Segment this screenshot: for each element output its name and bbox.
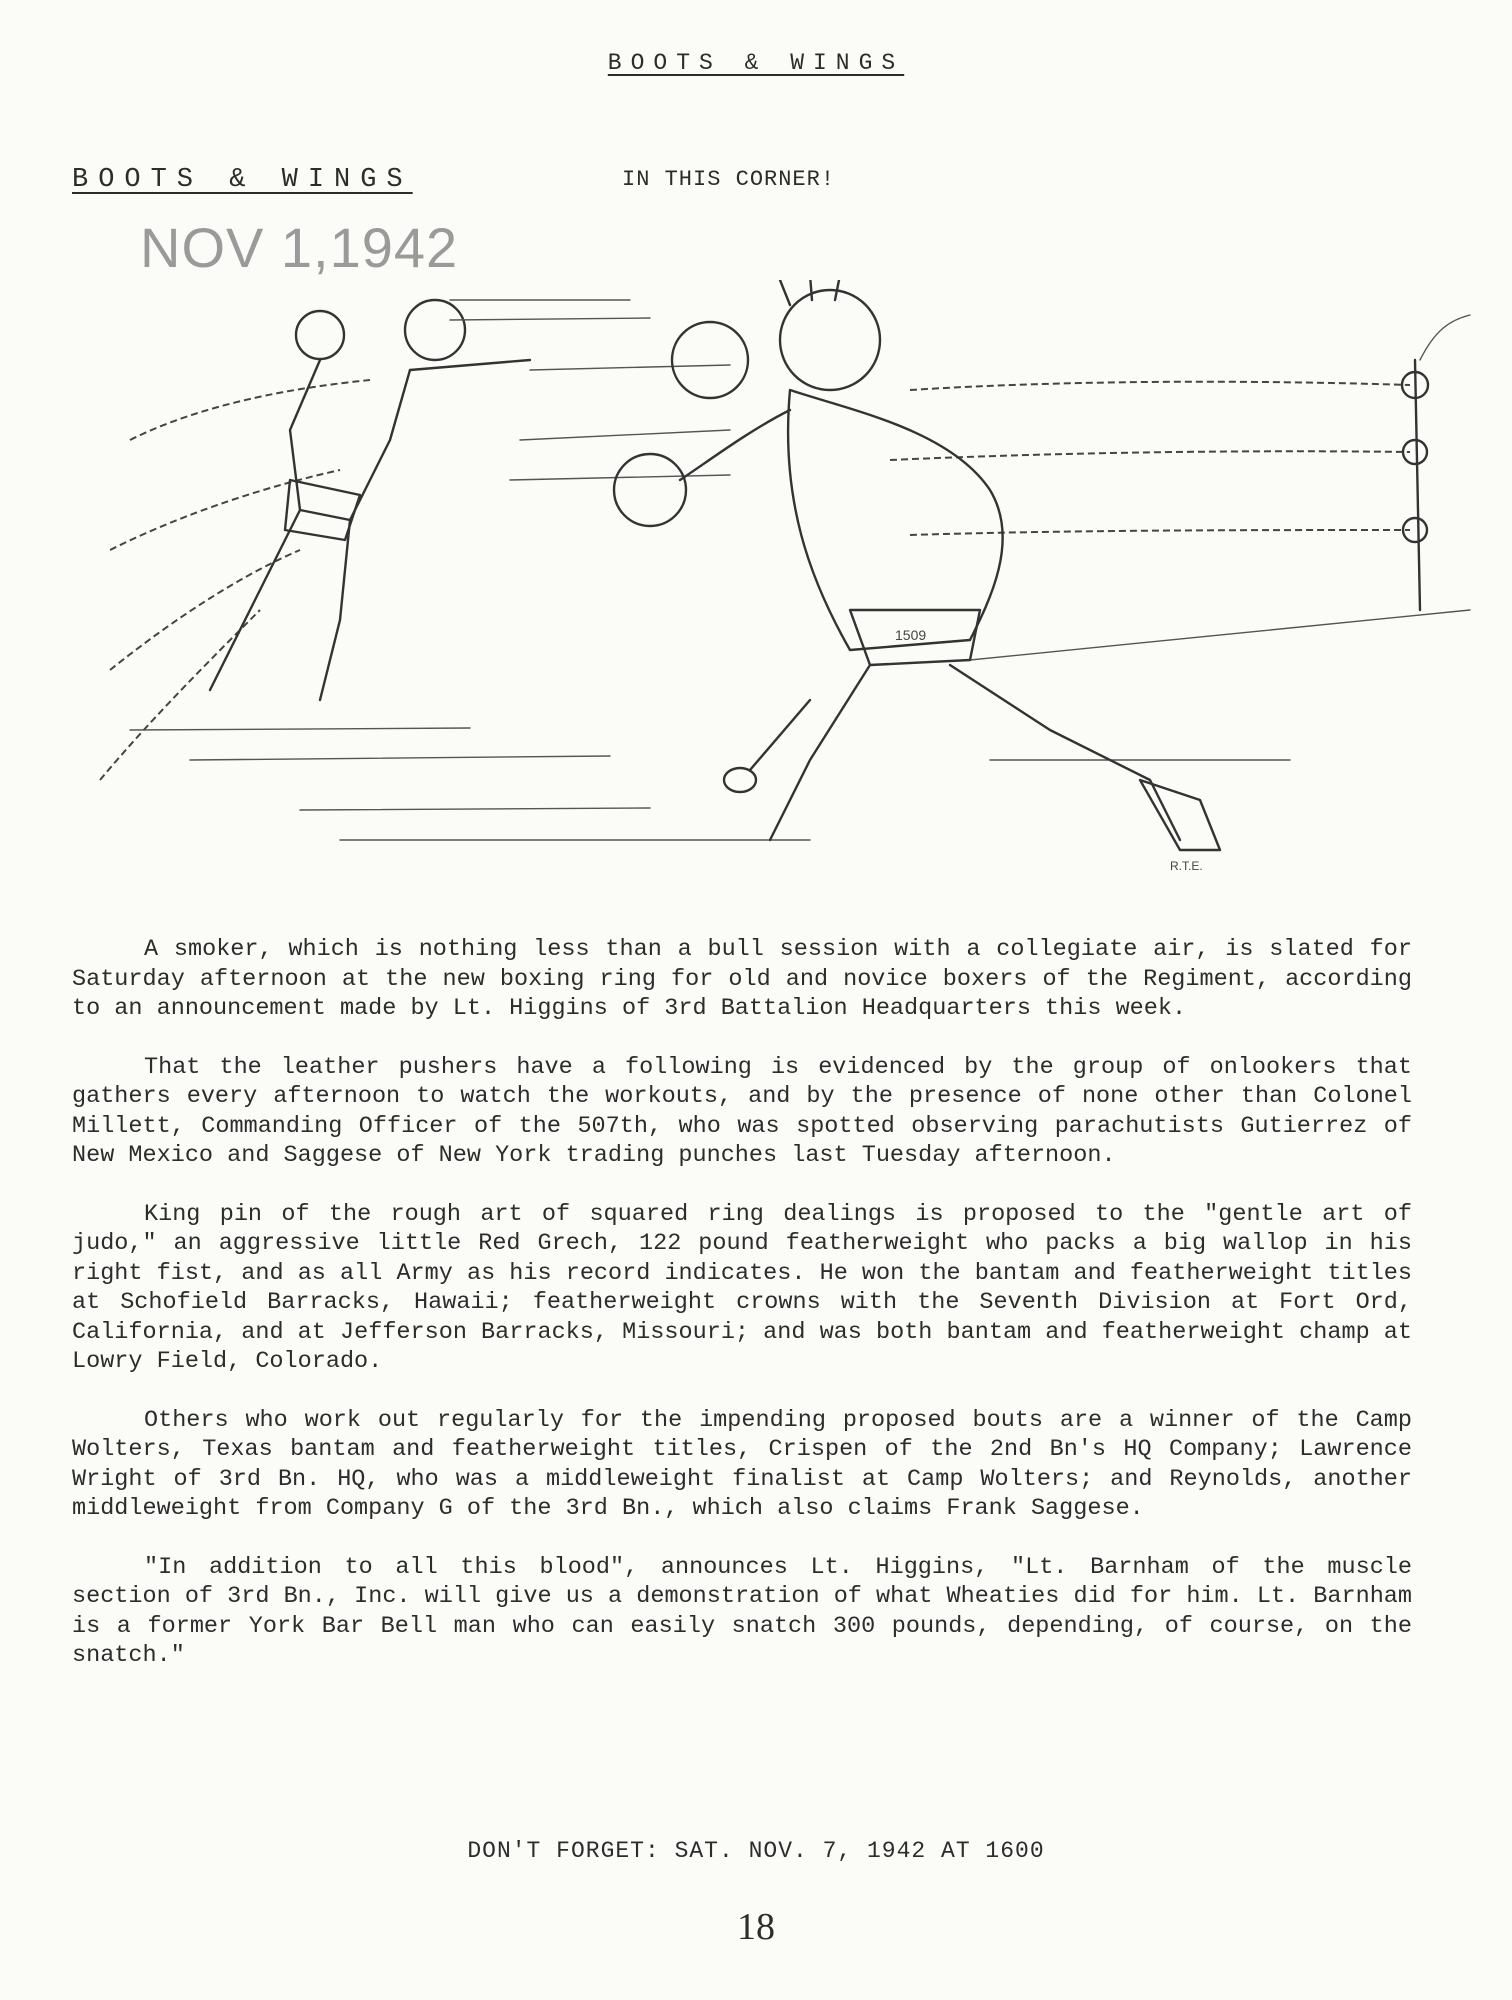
big-boxer-glove-right [614, 454, 686, 526]
column-title: IN THIS CORNER! [622, 167, 836, 192]
article-paragraph-5: "In addition to all this blood", announces Lt. Higgins, "Lt. Barnham of the muscle section of 3rd Bn., Inc. will give us a demonstration of what Wheaties did for him. Lt. Barnham is a former York Bar Bell man who can easily snatch 300 pounds, depending, of course, on the snatch." [72, 1553, 1412, 1669]
small-boxer-glove [296, 311, 344, 359]
ring-post-knob [1403, 440, 1427, 464]
article-paragraph-3: King pin of the rough art of squared ring dealings is proposed to the "gentle art of judo," an aggressive little Red Grech, 122 pound featherweight who packs a big wallop in his right fist, and as all Army as his record indicates. He won the bantam and featherweight titles at Schofield Barracks, Hawaii; featherweight crowns with the Seventh Division at Fort Ord, California, and at Jefferson Barracks, Missouri; and was both bantam and featherweight champ at Lowry Field, Colorado. [72, 1200, 1412, 1375]
dropped-object [724, 768, 756, 792]
illustration-signature: R.T.E. [1170, 859, 1203, 873]
ring-rope-top [910, 382, 1410, 390]
running-title: BOOTS & WINGS [607, 50, 905, 76]
date-stamp: NOV 1,1942 [140, 216, 459, 279]
dropped-object-stick [750, 700, 810, 770]
masthead: BOOTS & WINGS [72, 165, 413, 195]
big-boxer-head [780, 290, 880, 390]
event-reminder: DON'T FORGET: SAT. NOV. 7, 1942 AT 1600 [467, 1838, 1045, 1864]
big-boxer-legs [770, 665, 1180, 840]
article-paragraph-1: A smoker, which is nothing less than a bull session with a collegiate air, is slated for Saturday afternoon at the new boxing ring for old and novice boxers of the Regiment, according to an announcement made by Lt. Higgins of 3rd Battalion Headquarters this week. [72, 936, 1412, 1022]
ring-floor-line-5 [970, 610, 1470, 660]
ring-floor-line-3 [300, 808, 650, 810]
article-paragraph-2: That the leather pushers have a following is evidenced by the group of onlookers that gathers every afternoon to watch the workouts, and by the presence of none other than Colonel Millett, Commanding Officer of the 507th, who was spotted observing parachutists Gutierrez of New Mexico and Saggese of New York trading punches last Tuesday afternoon. [72, 1053, 1412, 1169]
article-body [72, 935, 1412, 1700]
ring-rope-bottom [910, 530, 1410, 535]
ring-rope-accent-right [1420, 315, 1470, 360]
small-boxer-body [290, 360, 410, 520]
article-paragraph-4: Others who work out regularly for the impending proposed bouts are a winner of the Camp Wolters, Texas bantam and featherweight titles, Crispen of the 2nd Bn's HQ Company; Lawrence Wright of 3rd Bn. HQ, who was a middleweight finalist at Camp Wolters; and Reynolds, another middleweight from Company G of the 3rd Bn., which also claims Frank Saggese. [72, 1406, 1412, 1522]
big-boxer-glove-left [672, 322, 748, 398]
big-boxer-impact-lines [780, 280, 840, 305]
ring-rope-middle [890, 451, 1410, 460]
page-number: 18 [737, 1906, 775, 1948]
small-boxer-arm [410, 360, 530, 370]
ring-floor-line-2 [190, 756, 610, 760]
ring-floor-line [130, 728, 470, 730]
boxing-cartoon-icon [90, 280, 1490, 900]
big-boxer-arm [680, 410, 790, 480]
small-boxer-head [405, 300, 465, 360]
ring-rope-left-1 [130, 380, 370, 440]
big-boxer-trunks-label: 1509 [895, 627, 927, 643]
